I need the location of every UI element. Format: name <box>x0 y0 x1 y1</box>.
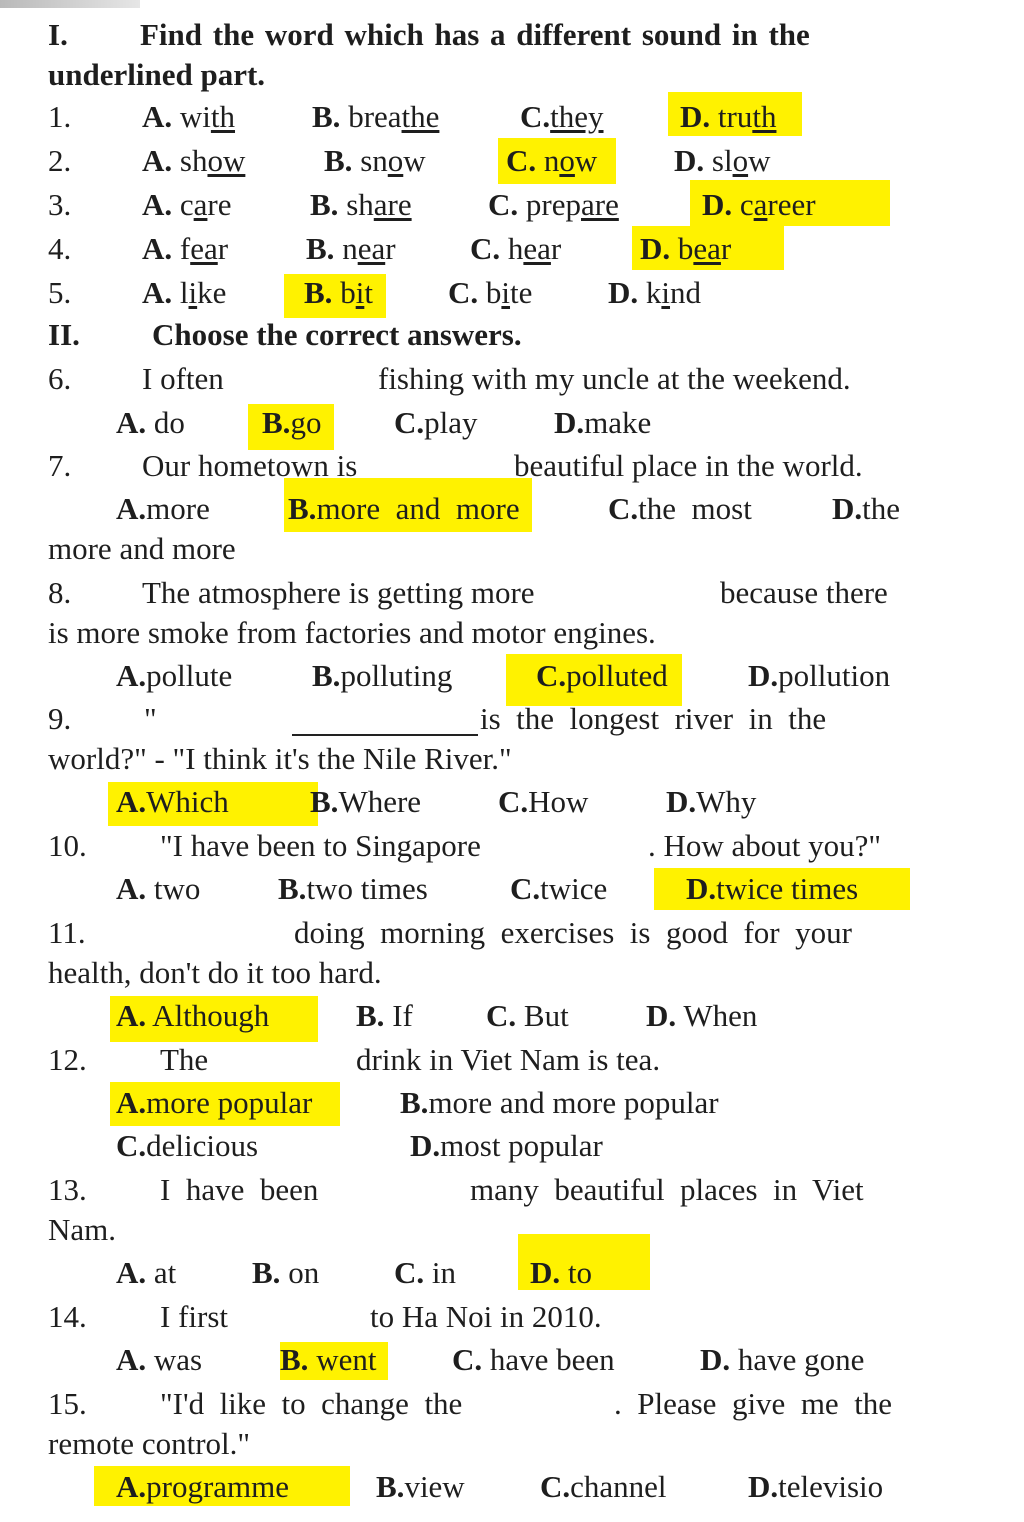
q2-option-a: A. show <box>142 143 246 178</box>
q4-option-c: C. hear <box>470 231 562 266</box>
q5-number: 5. <box>48 275 72 310</box>
q15-number: 15. <box>48 1386 87 1421</box>
q7-option-c: C.the most <box>608 491 752 526</box>
q7-number: 7. <box>48 448 72 483</box>
q11-option-a: A. Although <box>116 998 270 1033</box>
underlined-part: o <box>387 143 404 178</box>
q7-option-b: B.more and more <box>288 491 520 526</box>
q14-option-d: D. have gone <box>700 1342 865 1377</box>
underlined-part: a <box>753 187 768 222</box>
q10-stem-start: "I have been to Singapore <box>160 828 481 863</box>
q7-option-d: D.the <box>832 491 901 526</box>
underlined-part: a <box>193 187 208 222</box>
q15-stem-line2: remote control." <box>48 1426 251 1461</box>
underlined-part: ea <box>523 231 551 266</box>
underlined-part: the <box>401 99 440 134</box>
q3-option-a: A. care <box>142 187 232 222</box>
q6-option-a: A. do <box>116 405 185 440</box>
q15-stem-end: . Please give me the <box>614 1386 893 1421</box>
q8-option-b: B.polluting <box>312 658 453 693</box>
underlined-part: i <box>501 275 511 310</box>
q8-stem-start: The atmosphere is getting more <box>142 575 535 610</box>
q13-stem-start: I have been <box>160 1172 319 1207</box>
q8-option-d: D.pollution <box>748 658 891 693</box>
q11-number: 11. <box>48 915 86 950</box>
top-edge-shadow <box>0 0 140 8</box>
q6-option-b: B.go <box>262 405 322 440</box>
q3-option-c: C. prepare <box>488 187 619 222</box>
q3-number: 3. <box>48 187 72 222</box>
q11-option-b: B. If <box>356 998 413 1033</box>
q8-number: 8. <box>48 575 72 610</box>
q14-stem-end: to Ha Noi in 2010. <box>370 1299 602 1334</box>
q2-number: 2. <box>48 143 72 178</box>
q4-option-d: D. bear <box>640 231 732 266</box>
q11-option-d: D. When <box>646 998 758 1033</box>
q9-option-b: B.Where <box>310 784 422 819</box>
q4-number: 4. <box>48 231 72 266</box>
section-2-title: Choose the correct answers. <box>152 317 522 352</box>
q8-option-a: A.pollute <box>116 658 233 693</box>
q7-stem-end: beautiful place in the world. <box>514 448 863 483</box>
q6-stem-end: fishing with my uncle at the weekend. <box>378 361 851 396</box>
q15-option-a: A.programme <box>116 1469 290 1504</box>
underlined-part: th <box>752 99 777 134</box>
q2-option-d: D. slow <box>674 143 771 178</box>
q13-stem-line2: Nam. <box>48 1212 117 1247</box>
q12-option-a: A.more popular <box>116 1085 313 1120</box>
q9-stem-end: is the longest river in the <box>480 701 827 736</box>
q13-stem-end: many beautiful places in Viet <box>470 1172 864 1207</box>
q12-stem-start: The <box>160 1042 209 1077</box>
section-1-title-cont: underlined part. <box>48 57 266 92</box>
q14-number: 14. <box>48 1299 87 1334</box>
underlined-part: o <box>732 143 749 178</box>
q8-stem-end: because there <box>720 575 888 610</box>
q9-stem-line2: world?" - "I think it's the Nile River." <box>48 741 512 776</box>
q11-option-c: C. But <box>486 998 569 1033</box>
q12-option-c: C.delicious <box>116 1128 259 1163</box>
q11-stem-end: doing morning exercises is good for your <box>294 915 852 950</box>
q6-number: 6. <box>48 361 72 396</box>
underlined-part: o <box>559 143 575 178</box>
q3-option-d: D. career <box>702 187 816 222</box>
underlined-part: are <box>373 187 412 222</box>
underlined-part: they <box>550 99 604 134</box>
q6-option-c: C.play <box>394 405 478 440</box>
q9-number: 9. <box>48 701 72 736</box>
q5-option-d: D. kind <box>608 275 702 310</box>
q1-number: 1. <box>48 99 72 134</box>
q8-option-c: C.polluted <box>536 658 668 693</box>
q9-option-a: A.Which <box>116 784 229 819</box>
q10-number: 10. <box>48 828 87 863</box>
q13-number: 13. <box>48 1172 87 1207</box>
q2-option-c: C. now <box>506 143 598 178</box>
q6-stem-start: I often <box>142 361 224 396</box>
q7-option-a: A.more <box>116 491 210 526</box>
q10-option-a: A. two <box>116 871 201 906</box>
q4-option-a: A. fear <box>142 231 229 266</box>
q2-option-b: B. snow <box>324 143 426 178</box>
q13-option-a: A. at <box>116 1255 177 1290</box>
q13-option-c: C. in <box>394 1255 457 1290</box>
q9-option-d: D.Why <box>666 784 757 819</box>
section-2-number: II. <box>48 317 80 352</box>
q5-option-c: C. bite <box>448 275 533 310</box>
q6-option-d: D.make <box>554 405 652 440</box>
q12-stem-end: drink in Viet Nam is tea. <box>356 1042 661 1077</box>
q9-open-quote: " <box>144 701 157 736</box>
q1-option-b: B. breathe <box>312 99 440 134</box>
q12-option-b: B.more and more popular <box>400 1085 719 1120</box>
q14-option-a: A. was <box>116 1342 203 1377</box>
q12-number: 12. <box>48 1042 87 1077</box>
underlined-part: th <box>210 99 236 134</box>
q5-option-b: B. bit <box>304 275 373 310</box>
section-1-title: Find the word which has a different sound in the <box>140 17 810 52</box>
q1-option-a: A. with <box>142 99 236 134</box>
underlined-part: ea <box>190 231 218 266</box>
q14-stem-start: I first <box>160 1299 229 1334</box>
q7-option-d-wrap: more and more <box>48 531 236 566</box>
underlined-part: i <box>661 275 671 310</box>
q13-option-b: B. on <box>252 1255 320 1290</box>
q8-stem-line2: is more smoke from factories and motor engines. <box>48 615 656 650</box>
q14-option-c: C. have been <box>452 1342 615 1377</box>
q9-answer-blank <box>292 734 478 736</box>
q9-option-c: C.How <box>498 784 589 819</box>
q1-option-d: D. truth <box>680 99 777 134</box>
underlined-part: ow <box>207 143 246 178</box>
underlined-part: are <box>580 187 619 222</box>
q10-option-c: C.twice <box>510 871 608 906</box>
q15-option-d: D.televisio <box>748 1469 884 1504</box>
q10-option-b: B.two times <box>278 871 428 906</box>
underlined-part: i <box>355 275 365 310</box>
q13-option-d: D. to <box>530 1255 593 1290</box>
q15-option-b: B.view <box>376 1469 465 1504</box>
q3-option-b: B. share <box>310 187 412 222</box>
q5-option-a: A. like <box>142 275 227 310</box>
q10-option-d: D.twice times <box>686 871 859 906</box>
underlined-part: ea <box>693 231 721 266</box>
q15-option-c: C.channel <box>540 1469 667 1504</box>
q15-stem-start: "I'd like to change the <box>160 1386 463 1421</box>
q11-stem-line2: health, don't do it too hard. <box>48 955 382 990</box>
section-1-number: I. <box>48 17 68 52</box>
q12-option-d: D.most popular <box>410 1128 603 1163</box>
q10-stem-end: . How about you?" <box>648 828 882 863</box>
underlined-part: ea <box>357 231 386 266</box>
q1-option-c: C.they <box>520 99 604 134</box>
q7-stem-start: Our hometown is <box>142 448 358 483</box>
q14-option-b: B. went <box>280 1342 377 1377</box>
underlined-part: i <box>188 275 198 310</box>
q4-option-b: B. near <box>306 231 396 266</box>
